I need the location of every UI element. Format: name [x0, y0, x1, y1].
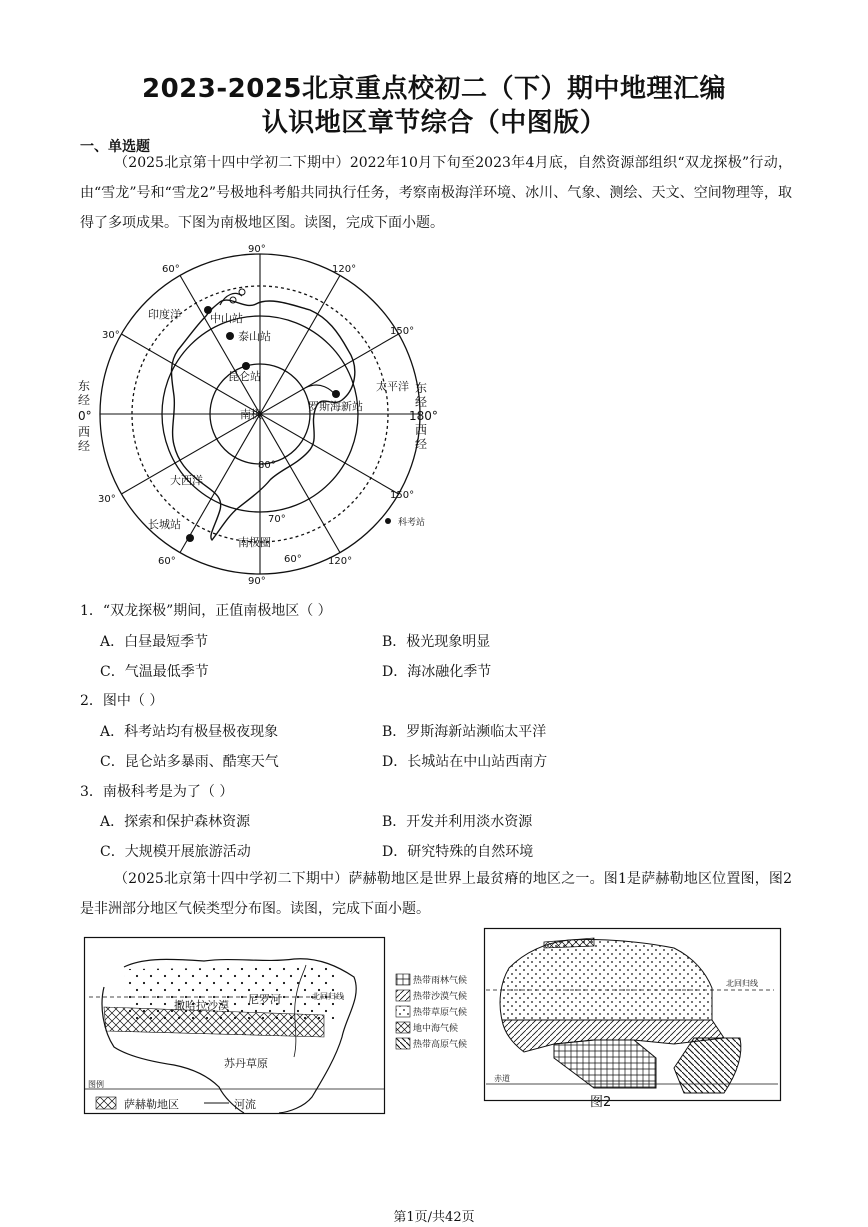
section-heading: 一、单选题	[80, 139, 150, 155]
svg-text:热带高原气候: 热带高原气候	[413, 1040, 468, 1050]
svg-text:科考站: 科考站	[398, 518, 426, 528]
svg-text:撒哈拉沙漠: 撒哈拉沙漠	[174, 999, 229, 1012]
q1-option-b[interactable]: B．极光现象明显	[382, 634, 491, 650]
legend-station-dot	[385, 518, 391, 524]
svg-text:经: 经	[78, 439, 91, 453]
svg-text:90°: 90°	[248, 576, 266, 587]
svg-text:昆仑站: 昆仑站	[228, 370, 261, 383]
figure-2-climate-map	[394, 928, 784, 1108]
svg-text:120°: 120°	[332, 264, 357, 275]
svg-text:萨赫勒地区: 萨赫勒地区	[124, 1098, 179, 1111]
svg-text:60°: 60°	[158, 556, 176, 567]
svg-text:70°: 70°	[268, 514, 286, 525]
svg-text:0°: 0°	[78, 409, 92, 423]
svg-text:大西洋: 大西洋	[170, 474, 203, 487]
svg-text:苏丹草原: 苏丹草原	[224, 1057, 268, 1070]
q3-option-d[interactable]: D．研究特殊的自然环境	[382, 844, 534, 860]
q3-option-c[interactable]: C．大规模开展旅游活动	[100, 844, 251, 860]
svg-text:150°: 150°	[390, 490, 415, 501]
svg-text:西: 西	[78, 425, 91, 439]
svg-text:热带雨林气候: 热带雨林气候	[413, 976, 468, 986]
svg-text:图2: 图2	[590, 1095, 612, 1110]
svg-text:东: 东	[415, 381, 428, 395]
svg-text:东: 东	[78, 379, 91, 393]
figure-1-sahel-map	[84, 937, 386, 1115]
svg-text:经: 经	[415, 395, 428, 409]
greatwall-dot	[186, 534, 194, 542]
svg-text:泰山站: 泰山站	[238, 330, 271, 343]
page-subtitle: 认识地区章节综合（中图版）	[261, 108, 607, 138]
q3-option-b[interactable]: B．开发并利用淡水资源	[382, 814, 533, 830]
svg-text:60°: 60°	[284, 554, 302, 565]
svg-text:热带沙漠气候: 热带沙漠气候	[413, 992, 468, 1002]
svg-text:经: 经	[415, 437, 428, 451]
question-2-stem: 2．图中（ ）	[80, 693, 164, 709]
q1-option-a[interactable]: A．白昼最短季节	[100, 634, 209, 650]
svg-text:罗斯海新站: 罗斯海新站	[308, 400, 363, 413]
taishan-dot	[226, 332, 234, 340]
svg-text:180°: 180°	[409, 409, 438, 423]
svg-text:地中海气候: 地中海气候	[413, 1024, 459, 1034]
svg-text:30°: 30°	[102, 330, 120, 341]
svg-text:赤道: 赤道	[494, 1074, 510, 1083]
passage-1: （2025北京第十四中学初二下期中）2022年10月下旬至2023年4月底，自然资源部组织“双龙探极”行动，由“雪龙”号和“雪龙2”号极地科考船共同执行任务，考察南极海洋环境、冰川、气象、测绘、天文、空间物理等，取得了多项成果。下图为南极地区图。读图，完成下面小题。	[80, 155, 792, 231]
question-3-stem: 3．南极科考是为了（ ）	[80, 784, 234, 800]
page-footer: 第1页/共42页	[393, 1210, 475, 1225]
svg-text:太平洋: 太平洋	[376, 380, 409, 393]
ross-dot	[332, 390, 340, 398]
svg-text:西: 西	[415, 423, 428, 437]
svg-text:北回归线: 北回归线	[312, 992, 344, 1001]
q2-option-d[interactable]: D．长城站在中山站西南方	[382, 754, 548, 770]
svg-text:河流: 河流	[234, 1098, 256, 1111]
antarctic-map	[70, 240, 438, 587]
svg-text:南极圈: 南极圈	[238, 536, 271, 549]
svg-text:南极: 南极	[240, 408, 262, 421]
question-1-stem: 1．“双龙探极”期间，正值南极地区（ ）	[80, 603, 332, 619]
svg-text:北回归线: 北回归线	[726, 979, 758, 988]
svg-text:经: 经	[78, 393, 91, 407]
svg-text:热带草原气候: 热带草原气候	[413, 1008, 468, 1018]
svg-text:图例: 图例	[88, 1080, 104, 1089]
q2-option-a[interactable]: A．科考站均有极昼极夜现象	[100, 724, 279, 740]
page-title: 2023-2025北京重点校初二（下）期中地理汇编	[141, 74, 727, 104]
q1-option-c[interactable]: C．气温最低季节	[100, 664, 209, 680]
svg-text:30°: 30°	[98, 494, 116, 505]
q1-option-d[interactable]: D．海冰融化季节	[382, 664, 492, 680]
q3-option-a[interactable]: A．探索和保护森林资源	[100, 814, 251, 830]
svg-text:90°: 90°	[248, 244, 266, 255]
svg-text:120°: 120°	[328, 556, 353, 567]
desert-zone	[500, 939, 712, 1020]
svg-text:印度洋: 印度洋	[148, 308, 181, 321]
svg-text:尼罗河: 尼罗河	[248, 993, 281, 1006]
svg-text:60°: 60°	[162, 264, 180, 275]
svg-text:150°: 150°	[390, 326, 415, 337]
q2-option-b[interactable]: B．罗斯海新站濒临太平洋	[382, 724, 547, 740]
q2-option-c[interactable]: C．昆仑站多暴雨、酷寒天气	[100, 754, 279, 770]
svg-text:80°: 80°	[258, 460, 276, 471]
passage-2: （2025北京第十四中学初二下期中）萨赫勒地区是世界上最贫瘠的地区之一。图1是萨赫勒地区位置图，图2是非洲部分地区气候类型分布图。读图，完成下面小题。	[80, 871, 792, 917]
svg-text:中山站: 中山站	[210, 312, 243, 325]
kunlun-dot	[242, 362, 250, 370]
svg-text:长城站: 长城站	[148, 518, 181, 531]
